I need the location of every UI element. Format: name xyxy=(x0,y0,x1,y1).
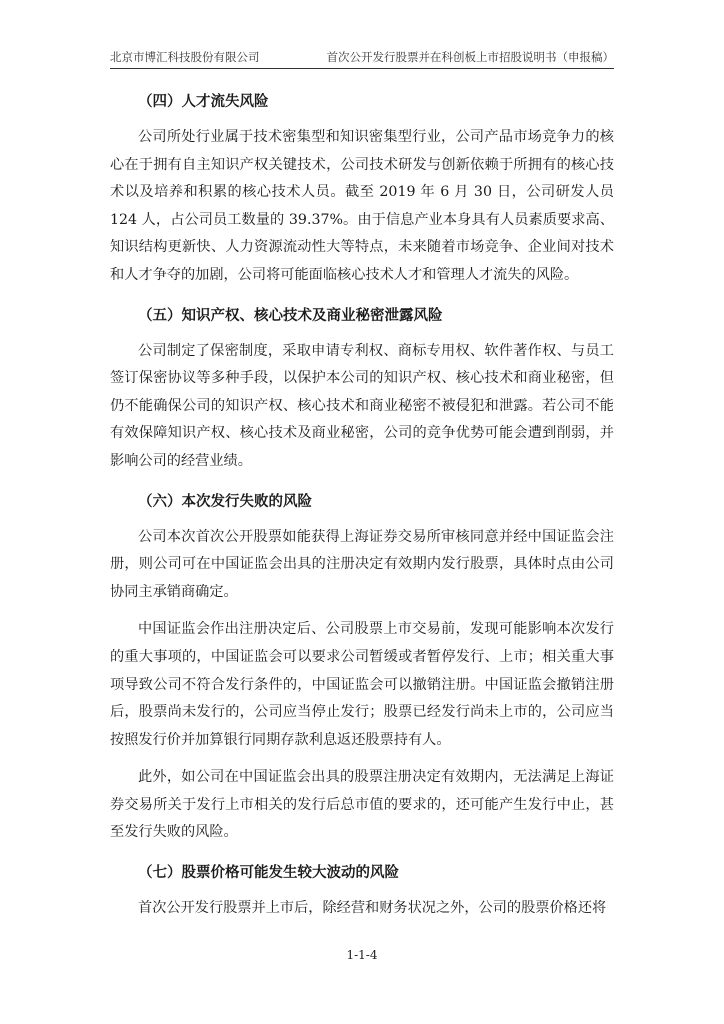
section-heading: （五）知识产权、核心技术及商业秘密泄露风险 xyxy=(138,307,443,324)
page-body xyxy=(110,86,614,923)
paragraph: 首次公开发行股票并上市后，除经营和财务状况之外，公司的股票价格还将 xyxy=(138,900,607,917)
section-heading: （六）本次发行失败的风险 xyxy=(138,493,312,510)
section-stock-volatility-risk xyxy=(110,857,614,923)
page-header xyxy=(110,48,614,69)
header-document-title: 首次公开发行股票并在科创板上市招股说明书（申报稿） xyxy=(326,50,614,64)
section-ip-leak-risk xyxy=(110,300,614,476)
section-issuance-failure-risk xyxy=(110,486,614,848)
section-heading: （四）人才流失风险 xyxy=(138,94,269,110)
paragraph: 公司本次首次公开股票如能获得上海证券交易所审核同意并经中国证监会注册，则公司可在中国证监会出具的注册决定有效期内发行股票，具体时点由公司协同主承销商确定。 xyxy=(110,528,614,600)
paragraph: 此外，如公司在中国证监会出具的股票注册决定有效期内，无法满足上海证券交易所关于发行上市相关的发行后总市值的要求的，还可能产生发行中止，甚至发行失败的风险。 xyxy=(110,769,614,841)
paragraph: 公司制定了保密制度，采取申请专利权、商标专用权、软件著作权、与员工签订保密协议等多种手段，以保护本公司的知识产权、核心技术和商业秘密，但仍不能确保公司的知识产权、核心技术和商业秘密不被侵犯和泄露。若公司不能有效保障知识产权、核心技术及商业秘密，公司的竞争优势可能会遭到削弱，并影响公司的经营业绩。 xyxy=(110,342,614,469)
section-heading: （七）股票价格可能发生较大波动的风险 xyxy=(138,865,399,882)
header-company-name: 北京市博汇科技股份有限公司 xyxy=(110,50,260,64)
section-talent-loss-risk xyxy=(110,86,614,290)
page-number: 1-1-4 xyxy=(346,948,378,962)
paragraph: 公司所处行业属于技术密集型和知识密集型行业，公司产品市场竞争力的核心在于拥有自主知识产权关键技术，公司技术研发与创新依赖于所拥有的核心技术以及培养和积累的核心技术人员。截至 2019 年 6 月 30 日，公司研发人员 124 人，占公司员工数量的 39.37%。由于信息产业本身具有人员素质要求高、知识结构更新快、人力资源流动性大等特点，未来随着市场竞争、企业间对技术和人才争夺的加剧，公司将可能面临核心技术人才和管理人才流失的风险。 xyxy=(110,129,614,283)
paragraph: 中国证监会作出注册决定后、公司股票上市交易前，发现可能影响本次发行的重大事项的，中国证监会可以要求公司暂缓或者暂停发行、上市；相关重大事项导致公司不符合发行条件的，中国证监会可以撤销注册。中国证监会撤销注册后，股票尚未发行的，公司应当停止发行；股票已经发行尚未上市的，公司应当按照发行价并加算银行同期存款利息返还股票持有人。 xyxy=(110,621,614,748)
